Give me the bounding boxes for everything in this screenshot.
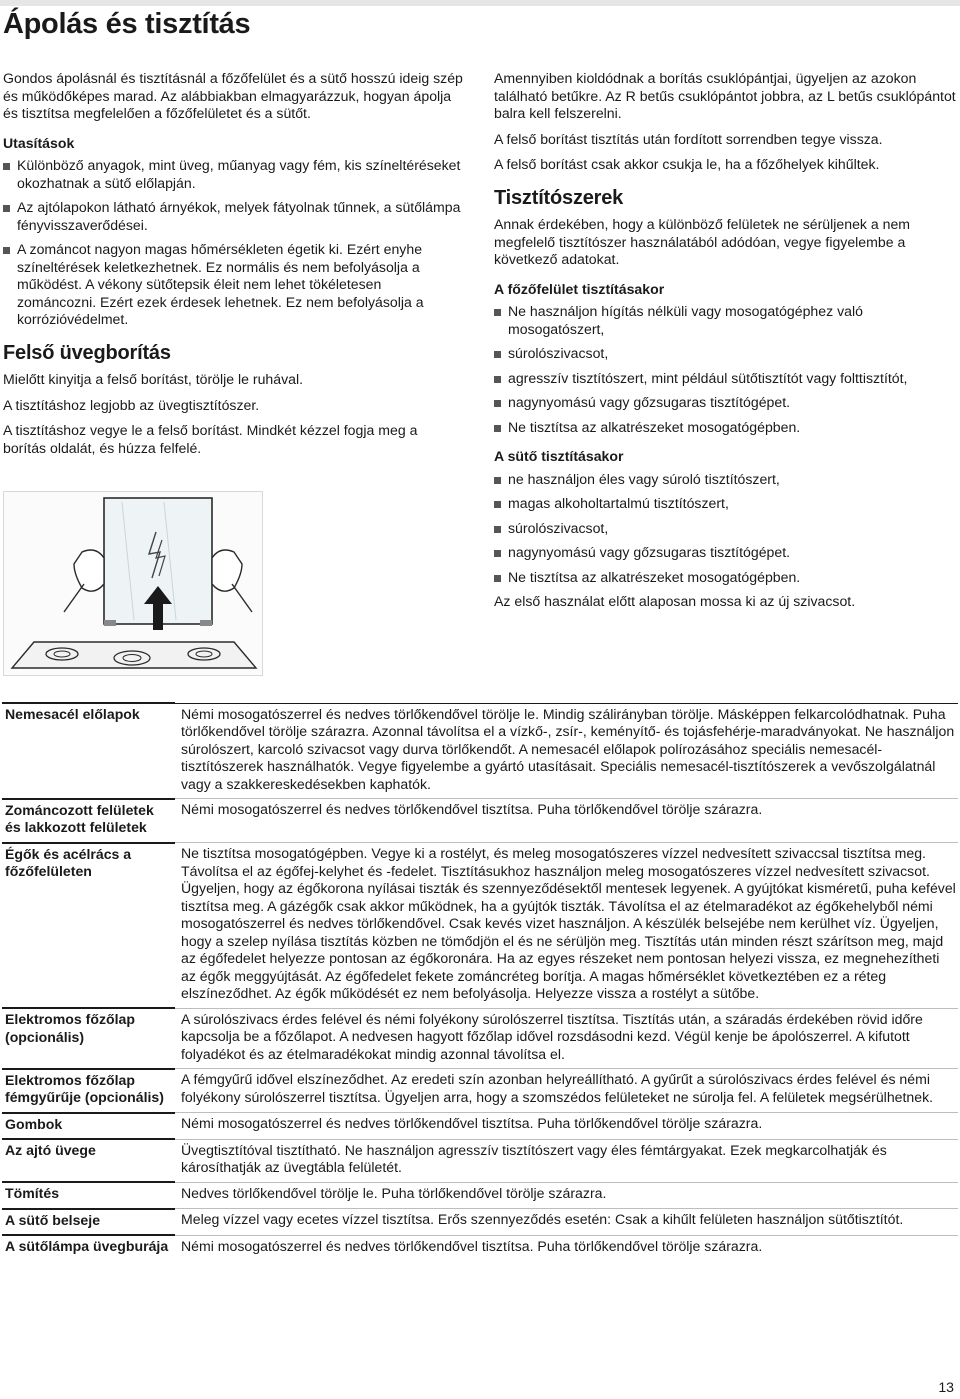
list-item: nagynyomású vagy gőzsugaras tisztítógépet. [494, 544, 956, 562]
table-row [2, 1069, 958, 1113]
oven-cleaning-list [494, 471, 956, 587]
cleaners-intro: Annak érdekében, hogy a különböző felületek ne sérüljenek a nem megfelelő tisztítószer használatából adódóan, vegye figyelembe a következő adatokat. [494, 216, 911, 267]
table-row [2, 1139, 958, 1182]
left-column [3, 70, 463, 465]
cleaning-instruction: Ne tisztítsa mosogatógépben. Vegye ki a rostélyt, és meleg mosogatószeres vízzel nedvesített szivaccsal tisztítsa meg. Távolítsa el az égőfej-kelyhet és -fedelet. Tisztításukhoz használjon meleg mosogatószeres vízzel nedvesített szivacsot. Ügyeljen, hogy az égőkorona nyílásai tiszták és szennyeződésektől mentesek legyenek. A gyújtókat kisméretű, puha kefével tisztítsa meg. A gázégők csak akkor működnek, ha a gyújtók tiszták. Távolítsa el az ételmaradékot az égőkehelyből némi mosogatószerrel és nedves törlőkendővel. Csak kevés vizet használjon. A készülék belsejébe nem kerülhet víz. Ügyeljen, hogy a szelep nyílása tisztítás közben ne tömődjön el és ne sérüljön meg. Tisztítás után minden részt szárítson meg, majd az égőfedelet helyezze pontosan az égőkoronára. Ha az egyes részeket nem pontosan helyezi vissza, ez megnehezítheti az égők meggyújtását. Az égőfedelet fekete zománcréteg borítja. A magas hőmérséklet következtében ez a réteg elszíneződhet. Az égők működését ez nem befolyásolja. Helyezze vissza a rostélyt a sütőbe. [175, 843, 958, 1009]
table-row [2, 843, 958, 1009]
illustration-svg [4, 492, 262, 675]
list-item: súrolószivacsot, [494, 520, 956, 538]
closing-paragraph: Az első használat előtt alaposan mossa ki az új szivacsot. [494, 593, 856, 609]
cleaners-heading: Tisztítószerek [494, 186, 624, 209]
reassemble-paragraph: A felső borítást tisztítás után fordított sorrendben tegye vissza. [494, 130, 883, 147]
hinge-paragraph: Amennyiben kioldódnak a borítás csuklópántjai, ügyeljen az azokon található betűkre. Az R betűs csuklópántot jobbra, az L betűs csuklópántot balra kell felszerelni. [494, 70, 956, 121]
table-row [2, 1235, 958, 1261]
list-item: ne használjon éles vagy súroló tisztítószert, [494, 471, 956, 489]
list-item: Ne tisztítsa az alkatrészeket mosogatógépben. [494, 419, 956, 437]
cleaning-instruction: Némi mosogatószerrel és nedves törlőkendővel törölje le. Mindig szálirányban törölje. Másképpen felkarcolódhatnak. Puha törlőkendővel törölje szárazra. Azonnal távolítsa el a vízkő-, zsír-, keményítő- és tojásfehérje-maradványokat. Ne használjon súrolószert, karcoló szivacsot vagy durva törlőkendőt. A nemesacél előlapok polírozásához speciális nemesacél-tisztítószerek használhatók. Vegye figyelembe a gyártó utasításait. Speciális nemesacél-tisztítószerek a vevőszolgálatnál vagy a szakkereskedésekben kaphatók. [175, 703, 958, 799]
list-item: A zománcot nagyon magas hőmérsékleten égetik ki. Ezért enyhe színeltérések keletkezhetnek. Ez normális és nem befolyásolja a működést. A vékony sütőtepsik éleit nem lehet tökéletesen zománcozni. Ezért ezek érdesek lehetnek. Ez nem befolyásolja a korrózióvédelmet. [3, 241, 463, 329]
cleaning-instruction: A fémgyűrű idővel elszíneződhet. Az eredeti szín azonban helyreállítható. A gyűrűt a súrolószivacs érdes felével és némi folyékony súrolószerrel tisztítsa. Ügyeljen arra, hogy a szomszédos felületeket ne súrolja fel. A felületek megsérülhetnek. [175, 1069, 958, 1113]
cover-paragraph: Mielőtt kinyitja a felső borítást, törölje le ruhával. [3, 371, 304, 387]
cover-paragraph: A tisztításhoz vegye le a felső borítást. Mindkét kézzel fogja meg a borítás oldalát, és húzza felfelé. [3, 422, 418, 456]
list-item: magas alkoholtartalmú tisztítószert, [494, 495, 956, 513]
left-arm-line [64, 584, 84, 612]
list-item: agresszív tisztítószert, mint például sütőtisztítót vagy folttisztítót, [494, 370, 956, 388]
hinge-left-shape [104, 620, 116, 626]
table-row [2, 799, 958, 843]
surface-label: Tömítés [2, 1182, 175, 1209]
table-row [2, 1113, 958, 1140]
surface-label: Zománcozott felületek és lakkozott felületek [2, 799, 175, 843]
table-row [2, 1182, 958, 1209]
close-cover-paragraph: A felső borítást csak akkor csukja le, ha a főzőhelyek kihűltek. [494, 156, 880, 172]
cover-removal-illustration [3, 491, 263, 676]
surface-label: Égők és acélrács a főzőfelületen [2, 843, 175, 1009]
list-item: Az ajtólapokon látható árnyékok, melyek fátyolnak tűnnek, a sütőlámpa fényvisszaverődései. [3, 199, 463, 234]
intro-paragraph: Gondos ápolásnál és tisztításnál a főzőfelület és a sütő hosszú ideig szép és működőképes marad. Az alábbiakban elmagyarázzuk, hogyan ápolja és tisztítsa megfelelően a főzőfelületet és a sütőt. [3, 70, 463, 121]
page-number: 13 [938, 1379, 954, 1395]
header-bar [0, 0, 960, 6]
right-column [494, 70, 956, 619]
right-hand-icon [212, 550, 242, 591]
cleaning-instruction: Némi mosogatószerrel és nedves törlőkendővel tisztítsa. Puha törlőkendővel törölje szárazra. [175, 799, 958, 843]
surface-label: Nemesacél előlapok [2, 703, 175, 799]
list-item: Különböző anyagok, mint üveg, műanyag vagy fém, kis színeltéréseket okozhatnak a sütő előlapján. [3, 157, 463, 192]
table-row [2, 1209, 958, 1236]
cleaning-instruction: Némi mosogatószerrel és nedves törlőkendővel tisztítsa. Puha törlőkendővel törölje szárazra. [175, 1113, 958, 1140]
cleaning-instruction: A súrolószivacs érdes felével és némi folyékony súrolószerrel tisztítsa. Tisztítás után, a száradás érdekében rövid időre kapcsolja be a főzőlapot. A nedvesen hagyott főzőlap idővel rozsdásodni kezd. Végül kenje be ápolószerrel. A kifutott folyadékot és az ételmaradékokat mindig azonnal távolítsa el. [175, 1008, 958, 1069]
hob-cleaning-heading: A főzőfelület tisztításakor [494, 280, 665, 297]
surface-label: Elektromos főzőlap (opcionális) [2, 1008, 175, 1069]
notes-heading: Utasítások [3, 134, 75, 151]
surface-label: Az ajtó üvege [2, 1139, 175, 1182]
hinge-right-shape [200, 620, 212, 626]
oven-cleaning-heading: A sütő tisztításakor [494, 448, 624, 464]
table-row [2, 703, 958, 799]
cover-paragraph: A tisztításhoz legjobb az üvegtisztítószer. [3, 396, 260, 413]
hob-cleaning-list [494, 303, 956, 436]
surface-label: A sütőlámpa üvegburája [2, 1235, 175, 1261]
surface-label: A sütő belseje [2, 1209, 175, 1236]
list-item: Ne tisztítsa az alkatrészeket mosogatógépben. [494, 569, 956, 587]
list-item: Ne használjon hígítás nélküli vagy mosogatógéphez való mosogatószert, [494, 303, 956, 338]
left-hand-icon [74, 550, 104, 591]
list-item: súrolószivacsot, [494, 345, 956, 363]
cleaning-table [2, 702, 958, 1261]
table-row [2, 1008, 958, 1069]
surface-label: Elektromos főzőlap fémgyűrűje (opcionális) [2, 1069, 175, 1113]
notes-list [3, 157, 463, 329]
cover-heading: Felső üvegborítás [3, 341, 171, 364]
list-item: nagynyomású vagy gőzsugaras tisztítógépet. [494, 394, 956, 412]
surface-label: Gombok [2, 1113, 175, 1140]
page-title: Ápolás és tisztítás [3, 8, 251, 40]
cleaning-instruction: Meleg vízzel vagy ecetes vízzel tisztítsa. Erős szennyeződés esetén: Csak a kihűlt felületen használjon sütőtisztítót. [175, 1209, 958, 1236]
cleaning-instruction: Némi mosogatószerrel és nedves törlőkendővel tisztítsa. Puha törlőkendővel törölje szárazra. [175, 1235, 958, 1261]
right-arm-line [232, 584, 252, 612]
cleaning-instruction: Nedves törlőkendővel törölje le. Puha törlőkendővel törölje szárazra. [175, 1182, 958, 1209]
cleaning-instruction: Üvegtisztítóval tisztítható. Ne használjon agresszív tisztítószert vagy éles fémtárgyakat. Ezek megkarcolhatják és károsíthatják az üvegtábla felületét. [175, 1139, 958, 1182]
